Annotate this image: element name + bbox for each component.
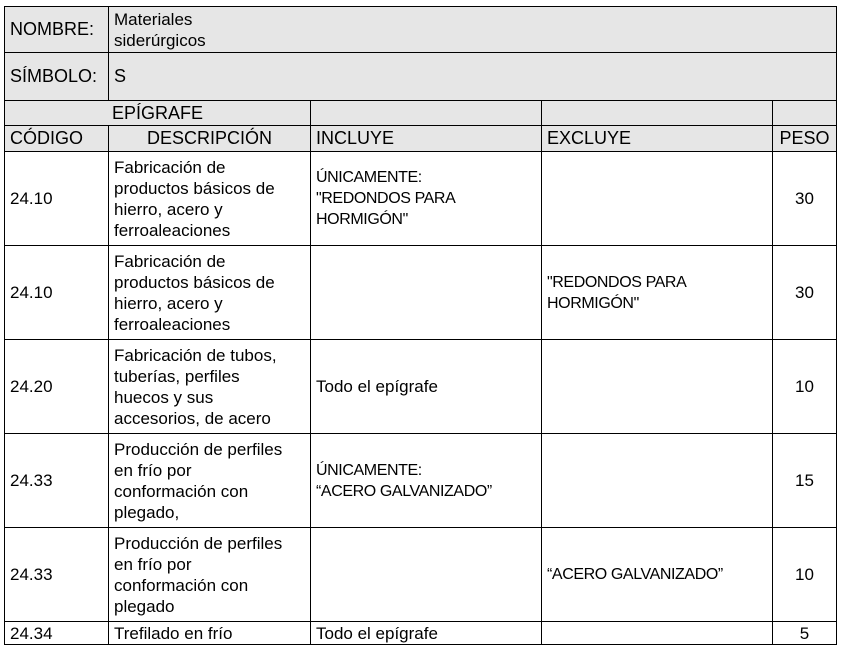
incluye-line: ÚNICAMENTE:	[316, 461, 422, 479]
excluye-line: "REDONDOS PARA	[547, 273, 687, 291]
codigo-cell: 24.10	[5, 152, 109, 246]
incluye-line: “ACERO GALVANIZADO”	[316, 482, 492, 500]
descripcion-cell	[109, 152, 311, 246]
descripcion-line: accesorios, de acero	[114, 408, 271, 428]
descripcion-line: conformación con	[114, 481, 249, 501]
incluye-line: "REDONDOS PARA	[316, 190, 456, 207]
descripcion-line: plegado	[114, 596, 175, 616]
excluye-header: EXCLUYE	[542, 126, 773, 152]
table-row	[5, 622, 837, 645]
codigo-header: CÓDIGO	[5, 126, 109, 152]
peso-cell: 10	[773, 340, 837, 434]
descripcion-line: productos básicos de	[114, 178, 275, 198]
table-row	[5, 434, 837, 528]
incluye-cell	[311, 340, 542, 434]
descripcion-cell	[109, 340, 311, 434]
empty-header-cell	[542, 101, 773, 126]
incluye-header: INCLUYE	[311, 126, 542, 152]
descripcion-line: hierro, acero y	[114, 293, 223, 313]
nombre-value	[109, 7, 837, 53]
incluye-cell	[311, 152, 542, 246]
excluye-cell	[542, 246, 773, 340]
descripcion-line: en frío por	[114, 554, 192, 574]
descripcion-line: hierro, acero y	[114, 199, 223, 219]
epigrafe-header-row	[5, 101, 837, 126]
excluye-line: HORMIGÓN"	[547, 294, 639, 312]
incluye-line: ÚNICAMENTE:	[316, 169, 422, 186]
excluye-cell	[542, 528, 773, 622]
peso-cell: 5	[773, 622, 837, 645]
descripcion-header: DESCRIPCIÓN	[109, 126, 311, 152]
incluye-line: Todo el epígrafe	[316, 623, 438, 643]
descripcion-line: ferroaleaciones	[114, 314, 231, 334]
descripcion-line: huecos y sus	[114, 387, 214, 407]
descripcion-line: en frío por	[114, 460, 192, 480]
incluye-cell	[311, 434, 542, 528]
empty-header-cell	[773, 101, 837, 126]
descripcion-line: Fabricación de	[114, 157, 226, 177]
excluye-line: “ACERO GALVANIZADO”	[547, 566, 723, 583]
table-row	[5, 340, 837, 434]
empty-header-cell	[311, 101, 542, 126]
peso-cell: 30	[773, 246, 837, 340]
codigo-cell: 24.34	[5, 622, 109, 645]
descripcion-line: productos básicos de	[114, 272, 275, 292]
descripcion-line: ferroaleaciones	[114, 220, 231, 240]
descripcion-line: tuberías, perfiles	[114, 366, 240, 386]
simbolo-row	[5, 53, 837, 101]
codigo-cell: 24.10	[5, 246, 109, 340]
nombre-row	[5, 7, 837, 53]
excluye-cell	[542, 622, 773, 645]
descripcion-line: Fabricación de	[114, 251, 226, 271]
codigo-cell: 24.20	[5, 340, 109, 434]
peso-cell: 10	[773, 528, 837, 622]
nombre-label: NOMBRE:	[5, 7, 109, 53]
nombre-value-line-2: siderúrgicos	[114, 30, 206, 50]
descripcion-cell	[109, 528, 311, 622]
descripcion-cell	[109, 246, 311, 340]
incluye-line: Todo el epígrafe	[316, 377, 438, 396]
epigrafe-header: EPÍGRAFE	[5, 101, 311, 126]
excluye-cell	[542, 152, 773, 246]
peso-header: PESO	[773, 126, 837, 152]
excluye-cell	[542, 434, 773, 528]
table-row	[5, 152, 837, 246]
peso-cell: 15	[773, 434, 837, 528]
descripcion-line: Producción de perfiles	[114, 439, 283, 459]
descripcion-cell	[109, 434, 311, 528]
descripcion-line: Fabricación de tubos,	[114, 345, 277, 365]
descripcion-line: Trefilado en frío	[114, 623, 233, 643]
peso-cell: 30	[773, 152, 837, 246]
table-row	[5, 528, 837, 622]
simbolo-label: SÍMBOLO:	[5, 53, 109, 101]
descripcion-cell	[109, 622, 311, 645]
nombre-value-line-1: Materiales	[114, 9, 193, 29]
incluye-line: HORMIGÓN"	[316, 211, 408, 228]
excluye-cell	[542, 340, 773, 434]
descripcion-line: plegado,	[114, 502, 180, 522]
codigo-cell: 24.33	[5, 434, 109, 528]
table-row	[5, 246, 837, 340]
simbolo-value: S	[109, 53, 837, 101]
epigrafe-table	[4, 6, 837, 645]
descripcion-line: Producción de perfiles	[114, 533, 283, 553]
codigo-cell: 24.33	[5, 528, 109, 622]
descripcion-line: conformación con	[114, 575, 249, 595]
incluye-cell	[311, 528, 542, 622]
document-sheet	[4, 6, 837, 645]
incluye-cell	[311, 246, 542, 340]
column-header-row	[5, 126, 837, 152]
incluye-cell	[311, 622, 542, 645]
